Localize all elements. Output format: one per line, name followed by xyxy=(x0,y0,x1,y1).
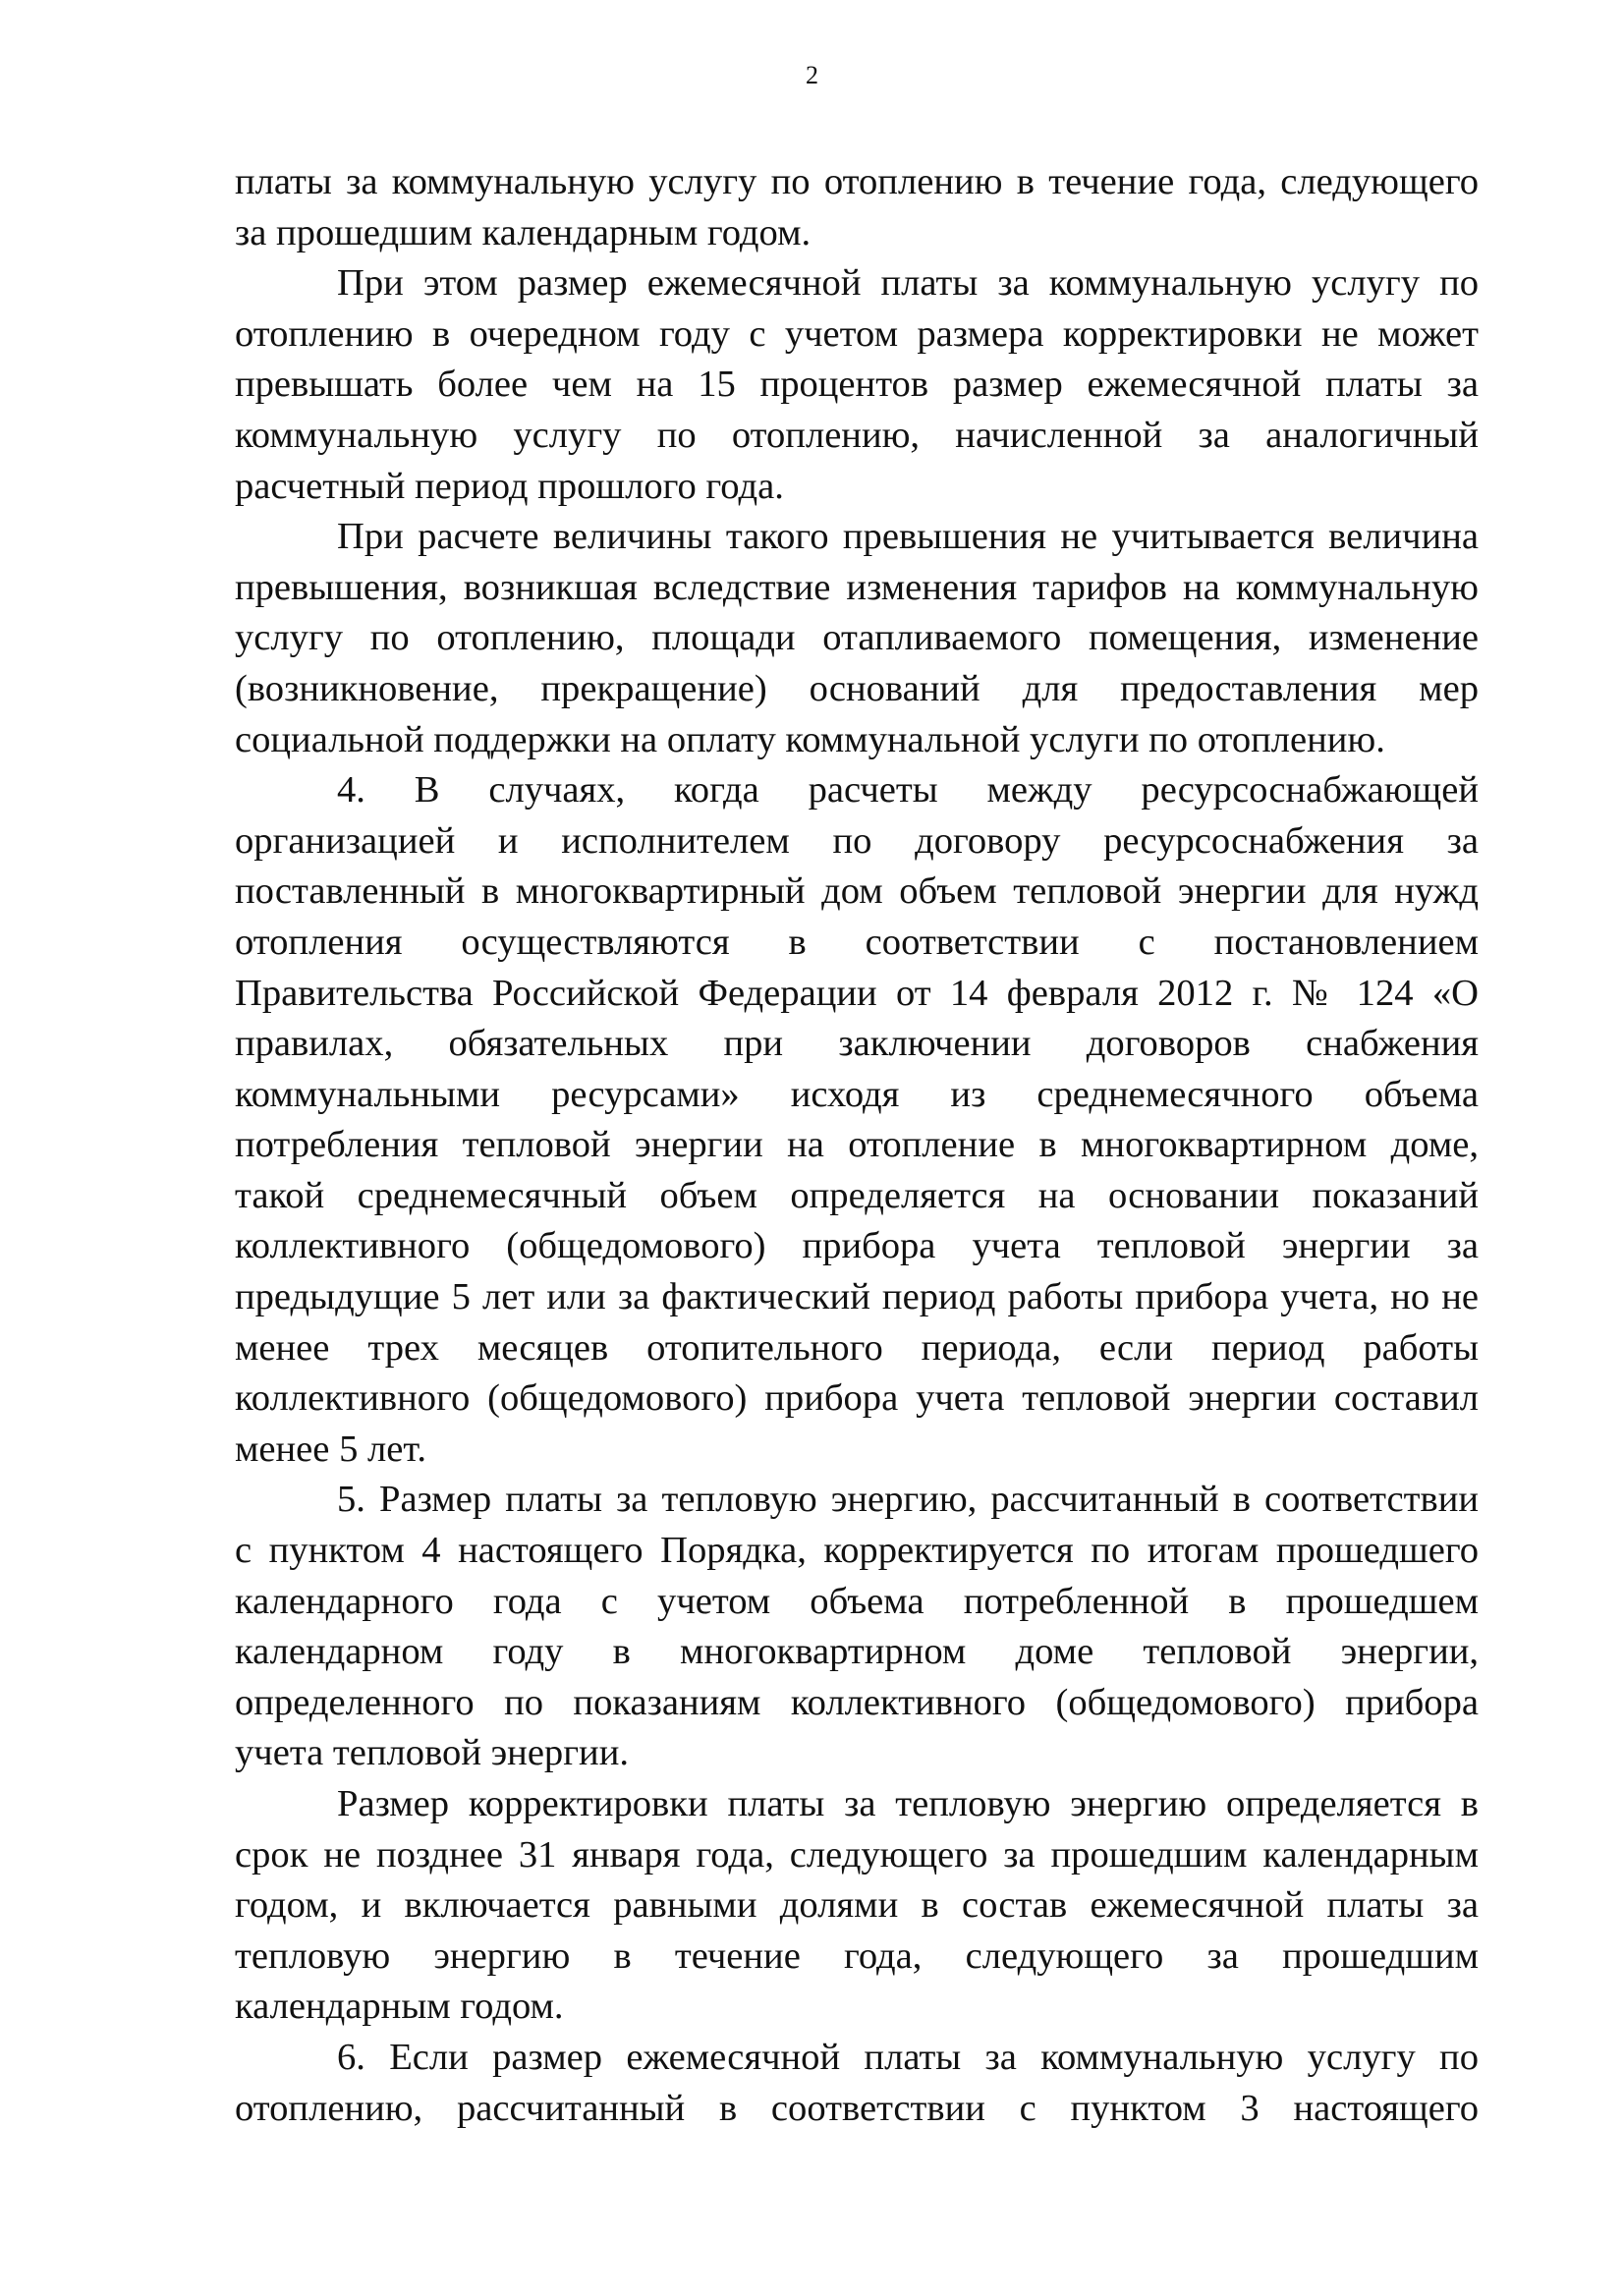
text-line: превышать более чем на 15 процентов размер ежемесячной платы за xyxy=(235,364,1479,406)
text-line: (возникновение, прекращение) оснований для предоставления мер xyxy=(235,667,1479,709)
text-line: тепловую энергию в течение года, следующего за прошедшим xyxy=(235,1934,1479,1977)
text-line: предыдущие 5 лет или за фактический период работы прибора учета, но не xyxy=(235,1276,1479,1318)
paragraph-5 xyxy=(235,1475,1479,1779)
document-body xyxy=(235,157,1479,2134)
paragraph-3 xyxy=(235,512,1479,765)
text-line: При расчете величины такого превышения не учитывается величина xyxy=(337,516,1479,558)
text-line: коммунальную услугу по отоплению, начисленной за аналогичный xyxy=(235,414,1479,456)
text-line: такой среднемесячный объем определяется на основании показаний xyxy=(235,1174,1479,1216)
text-line: 6. Если размер ежемесячной платы за коммунальную услугу по xyxy=(337,2036,1479,2078)
text-line: При этом размер ежемесячной платы за коммунальную услугу по xyxy=(337,262,1479,305)
text-line: за прошедшим календарным годом. xyxy=(235,211,812,253)
text-line: потребления тепловой энергии на отопление в многоквартирном доме, xyxy=(235,1124,1479,1166)
text-line: отоплению, рассчитанный в соответствии с пунктом 3 настоящего xyxy=(235,2087,1479,2129)
text-line: коммунальными ресурсами» исходя из среднемесячного объема xyxy=(235,1073,1479,1115)
text-line: поставленный в многоквартирный дом объем тепловой энергии для нужд xyxy=(235,870,1479,913)
text-line: учета тепловой энергии. xyxy=(235,1732,629,1774)
text-line: Правительства Российской Федерации от 14 февраля 2012 г. № 124 «О xyxy=(235,972,1479,1014)
paragraph-7 xyxy=(235,2033,1479,2134)
text-line: календарном году в многоквартирном доме тепловой энергии, xyxy=(235,1631,1479,1673)
text-line: отопления осуществляются в соответствии с постановлением xyxy=(235,921,1479,963)
text-line: календарного года с учетом объема потребленной в прошедшем xyxy=(235,1580,1479,1622)
text-line: превышения, возникшая вследствие изменения тарифов на коммунальную xyxy=(235,566,1479,608)
text-line: Размер корректировки платы за тепловую энергию определяется в xyxy=(337,1783,1479,1824)
text-line: 5. Размер платы за тепловую энергию, рассчитанный в соответствии xyxy=(337,1479,1479,1521)
text-line: расчетный период прошлого года. xyxy=(235,465,784,507)
text-line: менее трех месяцев отопительного периода, если период работы xyxy=(235,1326,1479,1369)
text-line: платы за коммунальную услугу по отоплению в течение года, следующего xyxy=(235,161,1479,202)
paragraph-4 xyxy=(235,765,1479,1475)
text-line: коллективного (общедомового) прибора учета тепловой энергии составил xyxy=(235,1377,1479,1420)
text-line: определенного по показаниям коллективного (общедомового) прибора xyxy=(235,1681,1479,1723)
text-line: социальной поддержки на оплату коммунальной услуги по отоплению. xyxy=(235,718,1385,760)
text-line: 4. В случаях, когда расчеты между ресурсоснабжающей xyxy=(337,769,1479,812)
paragraph-2 xyxy=(235,258,1479,512)
text-line: календарным годом. xyxy=(235,1986,564,2028)
paragraph-1 xyxy=(235,157,1479,258)
paragraph-6 xyxy=(235,1779,1479,2033)
text-line: организацией и исполнителем по договору ресурсоснабжения за xyxy=(235,819,1479,862)
text-line: коллективного (общедомового) прибора учета тепловой энергии за xyxy=(235,1225,1479,1267)
text-line: правилах, обязательных при заключении договоров снабжения xyxy=(235,1023,1479,1065)
page-number: 2 xyxy=(806,61,818,89)
text-line: услугу по отоплению, площади отапливаемого помещения, изменение xyxy=(235,617,1479,659)
text-line: годом, и включается равными долями в состав ежемесячной платы за xyxy=(235,1884,1479,1927)
text-line: срок не позднее 31 января года, следующего за прошедшим календарным xyxy=(235,1833,1479,1876)
text-line: отоплению в очередном году с учетом размера корректировки не может xyxy=(235,312,1479,355)
text-line: с пунктом 4 настоящего Порядка, корректируется по итогам прошедшего xyxy=(235,1530,1479,1572)
text-line: менее 5 лет. xyxy=(235,1428,426,1470)
